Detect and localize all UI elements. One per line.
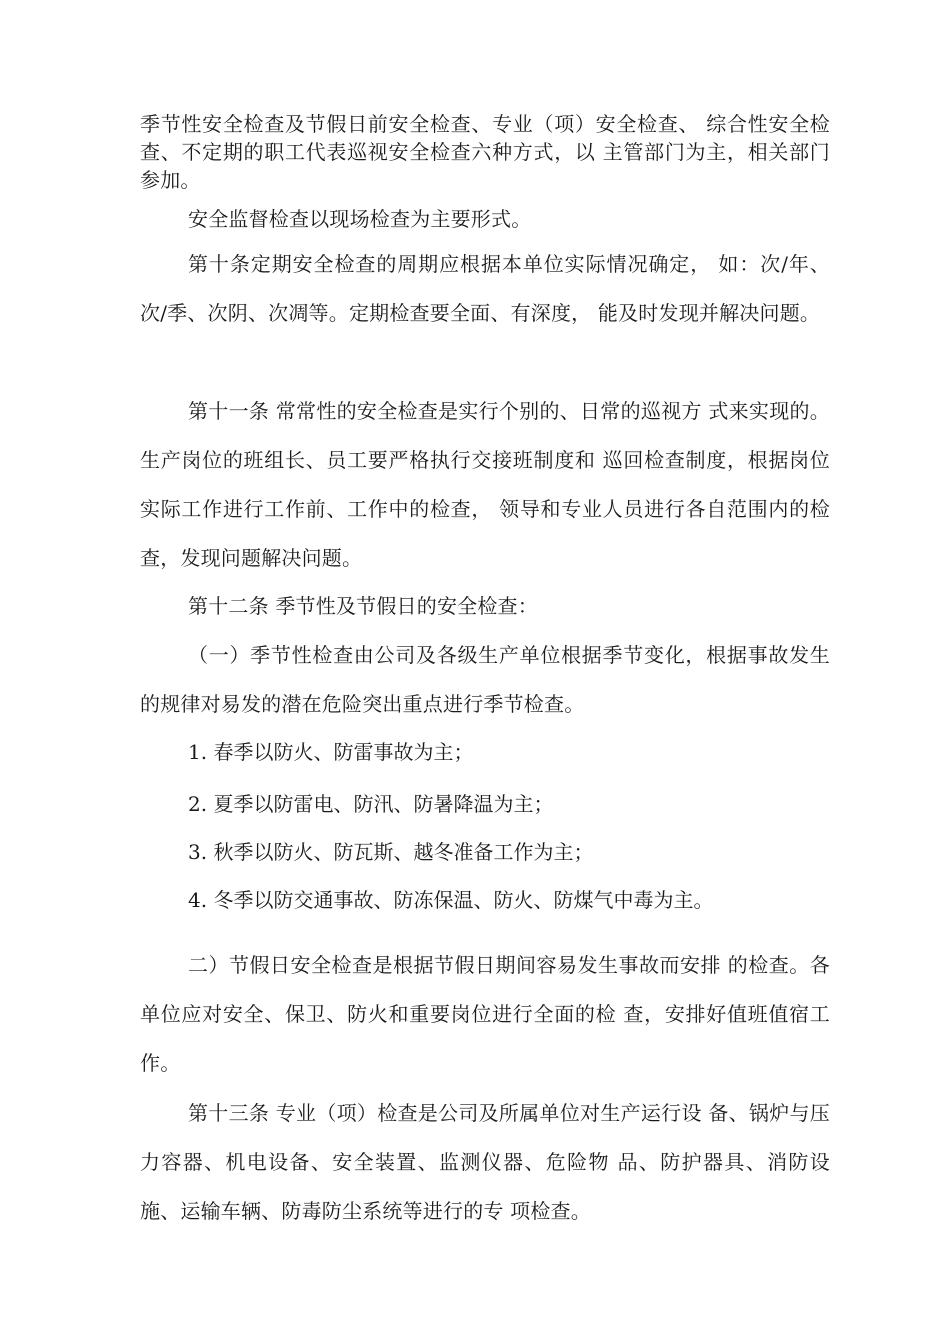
paragraph-article-11: 第十一条 常常性的安全检查是实行个别的、日常的巡视方 式来实现的。生产岗位的班组长、员工要严格执行交接班制度和 巡回检查制度，根据岗位实际工作进行工作前、工作中的检查， 领导和专业人员进行各自范围内的检查，发现问题解决问题。 (140, 399, 830, 570)
list-item-summer: 2. 夏季以防雷电、防汛、防暑降温为主； (188, 792, 554, 816)
list-item-autumn: 3. 秋季以防火、防瓦斯、越冬准备工作为主； (188, 840, 594, 864)
paragraph-supervision-form: 安全监督检查以现场检查为主要形式。 (188, 207, 532, 231)
paragraph-holiday-inspection: 二）节假日安全检查是根据节假日期间容易发生事故而安排 的检查。各单位应对安全、保卫、防火和重要岗位进行全面的检 查，安排好值班值宿工作。 (140, 953, 830, 1075)
paragraph-article-10: 第十条定期安全检查的周期应根据本单位实际情况确定， 如：次/年、次/季、次阴、次凋等。定期检查要全面、有深度， 能及时发现并解决问题。 (140, 252, 830, 325)
paragraph-article-13: 第十三条 专业（项）检查是公司及所属单位对生产运行设 备、锅炉与压力容器、机电设备、安全装置、监测仪器、危险物 品、防护器具、消防设施、运输车辆、防毒防尘系统等进行的专 项检查。 (140, 1101, 830, 1223)
paragraph-article-12: 第十二条 季节性及节假日的安全检查： (188, 594, 538, 618)
list-item-spring: 1. 春季以防火、防雷事故为主； (188, 740, 474, 764)
paragraph-inspection-methods: 季节性安全检查及节假日前安全检查、专业（项）安全检查、 综合性安全检查、不定期的职工代表巡视安全检查六种方式，以 主管部门为主，相关部门参加。 (140, 112, 830, 192)
paragraph-seasonal-inspection: （一）季节性检查由公司及各级生产单位根据季节变化，根据事故发生的规律对易发的潜在危险突出重点进行季节检查。 (140, 643, 830, 716)
list-item-winter: 4. 冬季以防交通事故、防冻保温、防火、防煤气中毒为主。 (188, 888, 714, 912)
